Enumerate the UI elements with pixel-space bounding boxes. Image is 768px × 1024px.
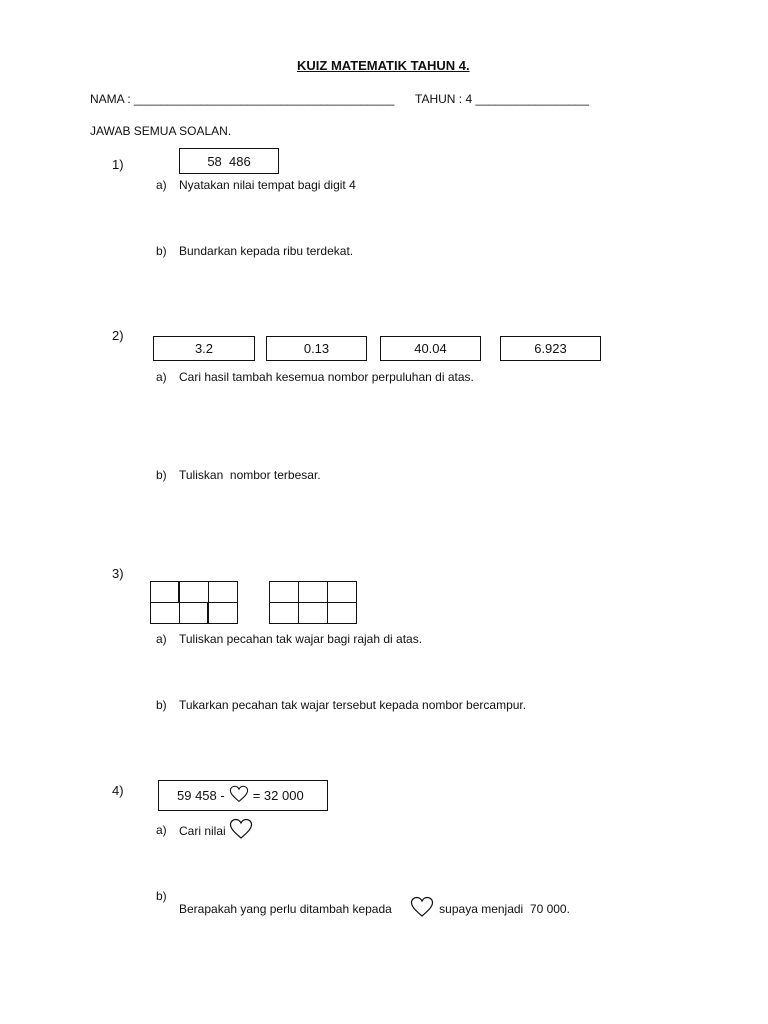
q2a-letter: a) — [156, 370, 167, 384]
q1-number: 1) — [112, 157, 124, 172]
grid-cell — [299, 582, 328, 603]
q2a-text: Cari hasil tambah kesemua nombor perpuluhan di atas. — [179, 370, 474, 384]
q4b-text-after: supaya menjadi 70 000. — [439, 901, 570, 916]
grid-cell — [328, 603, 357, 624]
q1-number-box — [179, 148, 279, 174]
q1-boxed-value: 58 486 — [207, 153, 251, 169]
page-title: KUIZ MATEMATIK TAHUN 4. — [297, 58, 470, 73]
grid-cell — [270, 603, 299, 624]
heart-icon — [229, 785, 249, 806]
q3-number: 3) — [112, 566, 124, 581]
q1a-letter: a) — [156, 178, 167, 192]
q2-box-4-value: 6.923 — [534, 341, 567, 356]
q3-fraction-grid-2 — [269, 581, 357, 624]
q4-equation-box — [158, 780, 328, 811]
q2-box-3-value: 40.04 — [414, 341, 447, 356]
grid-cell — [328, 582, 357, 603]
grid-cell — [209, 603, 238, 624]
q4a-letter: a) — [156, 823, 167, 837]
q4b-line — [179, 882, 570, 935]
q4b-text-before: Berapakah yang perlu ditambah kepada — [179, 901, 392, 916]
q3a-text: Tuliskan pecahan tak wajar bagi rajah di atas. — [179, 632, 423, 646]
q2-number: 2) — [112, 328, 124, 343]
heart-icon — [396, 882, 435, 935]
q2b-letter: b) — [156, 468, 167, 482]
q3-fraction-grid-1 — [150, 581, 238, 624]
q3b-letter: b) — [156, 698, 167, 712]
q4-eq-left: 59 458 - — [177, 788, 225, 803]
q1b-text: Bundarkan kepada ribu terdekat. — [179, 244, 354, 258]
heart-icon — [228, 818, 254, 843]
grid-cell — [180, 603, 209, 624]
grid-cell — [270, 582, 299, 603]
q3a-letter: a) — [156, 632, 167, 646]
q2-box-4 — [500, 336, 601, 361]
q4-eq-right: = 32 000 — [252, 788, 304, 803]
q1a-text: Nyatakan nilai tempat bagi digit 4 — [179, 178, 356, 192]
nama-field: NAMA : _______________________________________ — [90, 92, 395, 106]
q2-box-1 — [153, 336, 255, 361]
q2b-text: Tuliskan nombor terbesar. — [179, 468, 321, 482]
q4-number: 4) — [112, 783, 124, 798]
grid-cell — [209, 582, 238, 603]
grid-cell — [151, 582, 180, 603]
grid-cell — [299, 603, 328, 624]
q3b-text: Tukarkan pecahan tak wajar tersebut kepada nombor bercampur. — [179, 698, 527, 712]
q1b-letter: b) — [156, 244, 167, 258]
grid-cell — [151, 603, 180, 624]
instruction: JAWAB SEMUA SOALAN. — [90, 124, 232, 138]
grid-cell — [180, 582, 209, 603]
q4a-text: Cari nilai — [179, 823, 226, 838]
q2-box-2 — [266, 336, 367, 361]
tahun-field: TAHUN : 4 _________________ — [415, 92, 589, 106]
q4a-line — [179, 818, 254, 843]
q4b-letter: b) — [156, 889, 167, 903]
q2-box-3 — [380, 336, 481, 361]
q2-box-2-value: 0.13 — [303, 341, 330, 356]
q2-box-1-value: 3.2 — [194, 341, 214, 356]
